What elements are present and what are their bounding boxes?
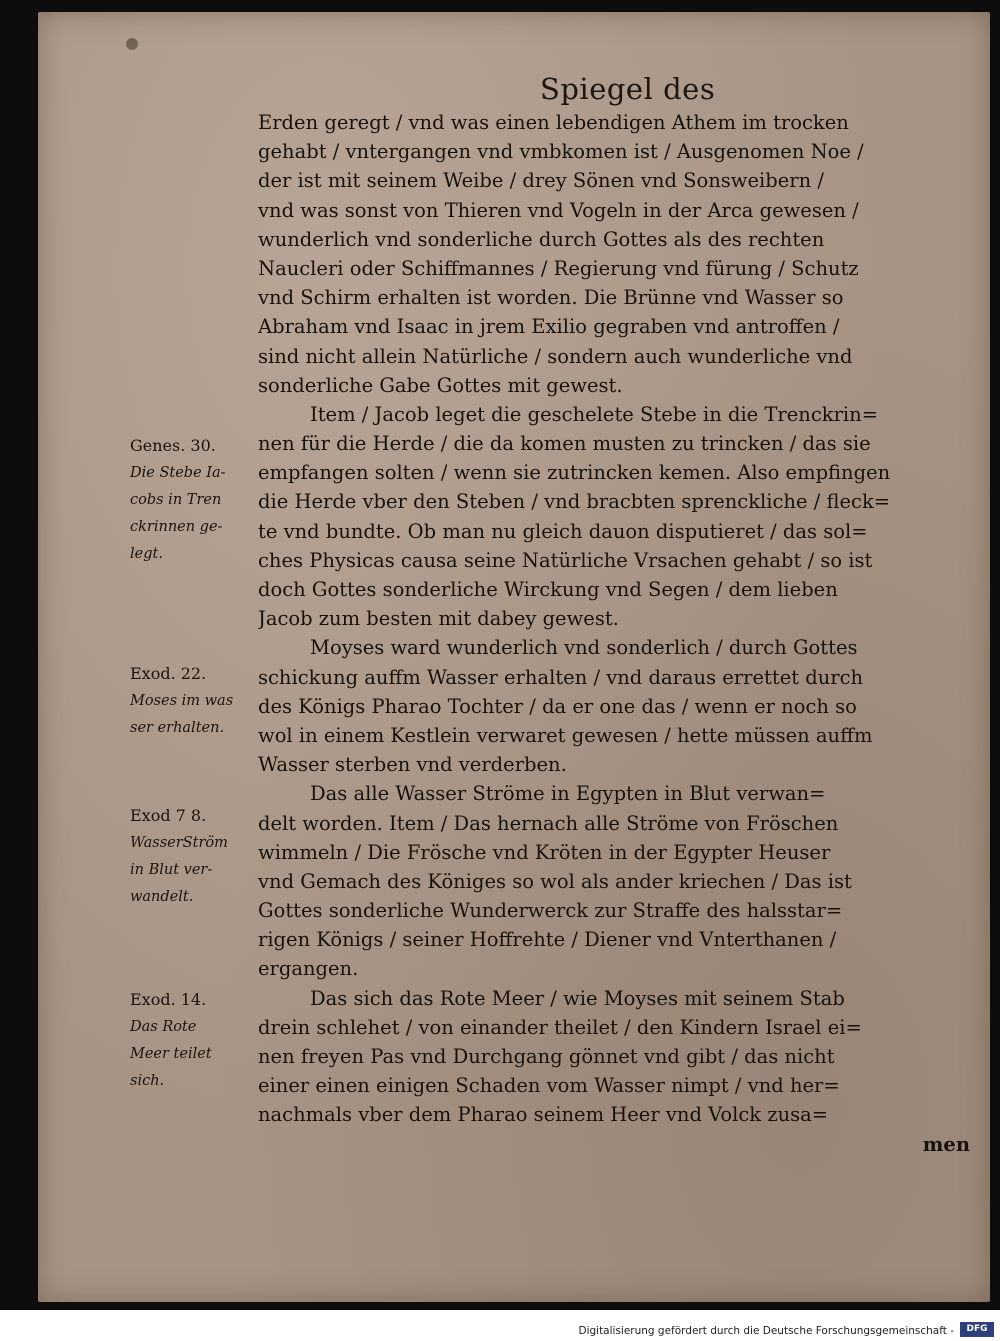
text-line: sind nicht allein Natürliche / sondern auch wunderliche vnd bbox=[258, 344, 853, 368]
text-line: ergangen. bbox=[258, 957, 359, 981]
ink-stain bbox=[126, 38, 138, 50]
text-line: ches Physicas causa seine Natürliche Vrsachen gehabt / so ist bbox=[258, 548, 873, 572]
margin-note-line: WasserStröm bbox=[130, 835, 228, 851]
text-line: nen für die Herde / die da komen musten zu trincken / das sie bbox=[258, 432, 871, 456]
text-line: vnd Schirm erhalten ist worden. Die Brünne vnd Wasser so bbox=[258, 286, 844, 310]
text-line: Item / Jacob leget die geschelete Stebe in die Trenckrin= bbox=[310, 402, 879, 426]
text-line: empfangen solten / wenn sie zutrincken kemen. Also empfingen bbox=[258, 461, 891, 485]
catchword: men bbox=[922, 1132, 970, 1156]
dfg-logo: DFG bbox=[960, 1322, 994, 1337]
text-line: Abraham vnd Isaac in jrem Exilio gegraben vnd antroffen / bbox=[258, 315, 840, 339]
text-line: Moyses ward wunderlich vnd sonderlich / durch Gottes bbox=[310, 636, 858, 660]
text-line: wol in einem Kestlein verwaret gewesen / hette müssen auffm bbox=[258, 723, 873, 747]
margin-note-line: Das Rote bbox=[130, 1019, 197, 1035]
text-line: te vnd bundte. Ob man nu gleich dauon disputieret / das sol= bbox=[258, 519, 868, 543]
margin-note-line: ser erhalten. bbox=[130, 720, 225, 736]
margin-note-line: in Blut ver- bbox=[130, 862, 213, 878]
text-line: Jacob zum besten mit dabey gewest. bbox=[258, 607, 619, 631]
text-line: vnd Gemach des Königes so wol als ander kriechen / Das ist bbox=[258, 869, 852, 893]
text-line: die Herde vber den Steben / vnd bracbten sprenckliche / fleck= bbox=[258, 490, 891, 514]
funding-credit: Digitalisierung gefördert durch die Deutsche Forschungsgemeinschaft - bbox=[578, 1325, 954, 1337]
margin-note-exodus-14 bbox=[130, 986, 252, 1095]
margin-reference: Genes. 30. bbox=[130, 436, 216, 455]
margin-reference: Exod. 22. bbox=[130, 664, 207, 683]
margin-note-line: ckrinnen ge- bbox=[130, 519, 223, 535]
text-line: wimmeln / Die Frösche vnd Kröten in der Egypter Heuser bbox=[258, 840, 831, 864]
text-line: schickung auffm Wasser erhalten / vnd daraus errettet durch bbox=[258, 665, 864, 689]
text-line: wunderlich vnd sonderliche durch Gottes als des rechten bbox=[258, 227, 825, 251]
margin-note-genesis bbox=[130, 432, 252, 568]
text-line: doch Gottes sonderliche Wirckung vnd Segen / dem lieben bbox=[258, 578, 838, 601]
margin-note-line: Meer teilet bbox=[130, 1046, 212, 1062]
margin-note-line: sich. bbox=[130, 1073, 165, 1089]
margin-reference: Exod 7 8. bbox=[130, 806, 207, 825]
margin-note-line: wandelt. bbox=[130, 889, 194, 905]
text-line: delt worden. Item / Das hernach alle Ströme von Fröschen bbox=[258, 811, 839, 835]
text-line: einer einen einigen Schaden vom Wasser nimpt / vnd her= bbox=[258, 1074, 840, 1098]
text-line: drein schlehet / von einander theilet / den Kindern Israel ei= bbox=[258, 1015, 862, 1039]
text-line: Naucleri oder Schiffmannes / Regierung vnd fürung / Schutz bbox=[258, 256, 859, 280]
margin-note-exodus-7-8 bbox=[130, 802, 252, 911]
text-line: Das alle Wasser Ströme in Egypten in Blut verwan= bbox=[310, 782, 826, 806]
text-line: gehabt / vntergangen vnd vmbkomen ist / Ausgenomen Noe / bbox=[258, 140, 864, 164]
margin-reference: Exod. 14. bbox=[130, 990, 207, 1009]
text-line: sonderliche Gabe Gottes mit gewest. bbox=[258, 373, 623, 397]
text-line: des Königs Pharao Tochter / da er one das / wenn er noch so bbox=[258, 694, 857, 718]
text-line: nachmals vber dem Pharao seinem Heer vnd Volck zusa= bbox=[258, 1103, 829, 1127]
margin-note-line: Die Stebe Ia- bbox=[130, 465, 226, 481]
text-line: nen freyen Pas vnd Durchgang gönnet vnd gibt / das nicht bbox=[258, 1045, 835, 1068]
body-text bbox=[258, 108, 970, 1159]
text-line: Gottes sonderliche Wunderwerck zur Straffe des halsstar= bbox=[258, 899, 843, 923]
margin-note-line: legt. bbox=[130, 546, 163, 562]
running-head: Spiegel des bbox=[540, 72, 716, 106]
footer-bar bbox=[0, 1310, 1000, 1341]
text-line: vnd was sonst von Thieren vnd Vogeln in der Arca gewesen / bbox=[258, 198, 859, 222]
text-line: Wasser sterben vnd verderben. bbox=[258, 753, 567, 777]
text-line: Das sich das Rote Meer / wie Moyses mit seinem Stab bbox=[310, 986, 845, 1010]
text-line: der ist mit seinem Weibe / drey Sönen vnd Sonsweibern / bbox=[258, 169, 824, 193]
text-line: rigen Königs / seiner Hoffrehte / Diener vnd Vnterthanen / bbox=[258, 928, 837, 952]
margin-note-line: Moses im was bbox=[130, 693, 234, 709]
margin-note-line: cobs in Tren bbox=[130, 492, 222, 508]
margin-note-exodus-22 bbox=[130, 660, 252, 742]
text-line: Erden geregt / vnd was einen lebendigen Athem im trocken bbox=[258, 111, 849, 134]
